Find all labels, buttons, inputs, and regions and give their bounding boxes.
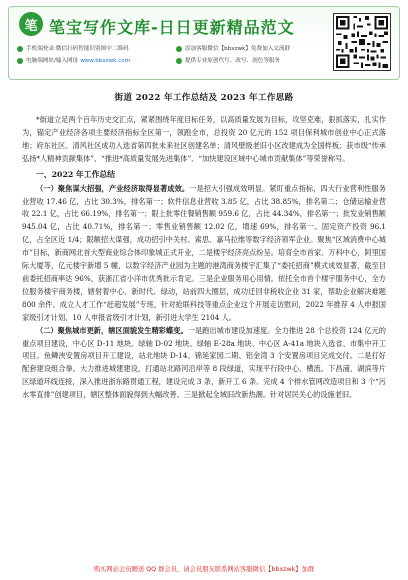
wechat-icon [176,46,182,52]
header-banner [8,6,400,80]
computer-icon [17,58,23,64]
website-link[interactable]: www.bbxzwk.com [80,58,131,64]
subheading-industry-economy: （一）聚焦谋大招强，产业经济取得显著成效。 [36,183,190,193]
subheading-urban-renewal: （二）聚焦城市更新，辖区面貌发生精彩蝶变。 [36,325,188,335]
intro-paragraph: *街道立足两个百年历史交汇点，紧紧围绕年度目标任务，以高质量发展为目标，攻坚克难，狠抓落实，扎实作为，锚定产业经济各项主要经济指标全区第一，领跑全市，总投资 20 亿元的 152 项目保利城市创业中心正式落地；府东社区、清风社区成功入选省第四批未来社区创建名单；清风壁级老旧小区改建成为全国样板；获市级“传承弘扬*人精神贡献集体”、“推进*高质量发展先进集体”、“加快建设区域中心城市贡献集体”等荣誉称号。 [22,115,386,163]
paragraph-urban-renewal-text: 一是跑出城市建设加速度。全力推进 28 个总投资 124 亿元的重点项目建设，中心区 D-11 地块、绿轴 D-02 地块、绿轴 E-28a 地块、中心区 A-41a 地块入选省、市集中开工项目。鱼鳞浃安置房项目开工建设，站北地块 D-14、锦延家园二期、铝金湾 3 个安置房项目完成交付。二是打好配套建设组合拳。大力推进城建建设，打通站北路河沿岸等 8 段绿道，实现平行段中心、横流、下昌浦、湖滨等片区绿道环线连接，深入推进浙东路贯通工程，建设完成 3 条，新开工 6 条。完成 4 个排水管网改造项目和 3 个“污水零直排”创建项目，辖区整体面貌得到大幅改善。三是掀起全域旧改新热潮。针对居民关心的设施老旧、 [22,325,386,400]
qr-code-icon [333,13,391,71]
info-mobile-login: 手机端登录:微信扫码智能识别图中二维码 [17,45,170,53]
service-icon [176,58,182,64]
phone-icon [17,46,23,52]
paragraph-industry-economy-text: 一是招大引强成效明显。紧盯重点指标，四大行业营利性服务业营收 17.46 亿，占比 30.3%，排名第一；软件信息业营收 3.85 亿，占比 38.85%，排名第二；仓储运输业营收 22.1 亿，占比 66.19%，排名第一；限上批零住餐销售额 959.6 亿，占比 44.34%，排名第一；批发业销售额 945.04 亿，占比 40.71%，排名第一；零售业销售额 12.02 亿，增速 69%，排名第一。固定资产投资 96.1 亿，占全区近 1/4；限额招大谋强，成功招引中关村、索思、嘉马拉维等数字经济领军企业。聚焦“区域消费中心城市”目标，新商网北首大型商业综合体印象城正式开业，二是楼宇经济亮点纷呈。培育全市首家、万科中心，阿里国际大厦等，亿元楼宇新增 5 幢，以数字经济产业园为主题的港湾商务楼宇汇集了“委托招商”模式成效显著，截至目前委托招商率达 96%，获浙江省小洋市优秀批示肯定。三是企业服务用心用情。依托全市首个楼宇服务中心，全方位服务楼宇商务楼，辖射着中心、新时代、绿动，站前四大圈层，成功迁回非税收企业 31 家，帮助企业解决难题 800 余件。成立人才工作“赶超发展”专班，针对抢联科技等重点企业这个开展走访慰问，2022 年推荐 4 人申报国家级引才计划、10 人申报省级引才计划，新引进大学生 2104 人。 [22,183,386,322]
section-heading-2022-summary: 一、2022 年工作总结 [36,169,115,179]
banner-title: 笔宝写作文库-日日更新精品范文 [49,18,295,37]
paragraph-industry-economy [22,183,386,325]
paragraph-urban-renewal [22,325,386,402]
info-services: 提供专业原创代写、改写、润色等服务 [176,57,329,65]
info-wechat-contact: 添加客服微信【bbxzwk】免费加入交流群 [176,45,329,53]
document-title: 街道 2022 年工作总结及 2023 年工作思路 [114,93,294,103]
info-desktop-url[interactable]: 电脑端网址/输入网址 www.bbxzwk.com [17,57,170,65]
footer-notice: 购买网站会员赠送 QQ 群会员，请会员朋友联系网站客服微信【bbxzwk】加群 [93,566,315,573]
banner-info-grid [17,45,329,65]
brand-logo-icon: 笔 [19,12,43,36]
document-body [22,92,386,402]
